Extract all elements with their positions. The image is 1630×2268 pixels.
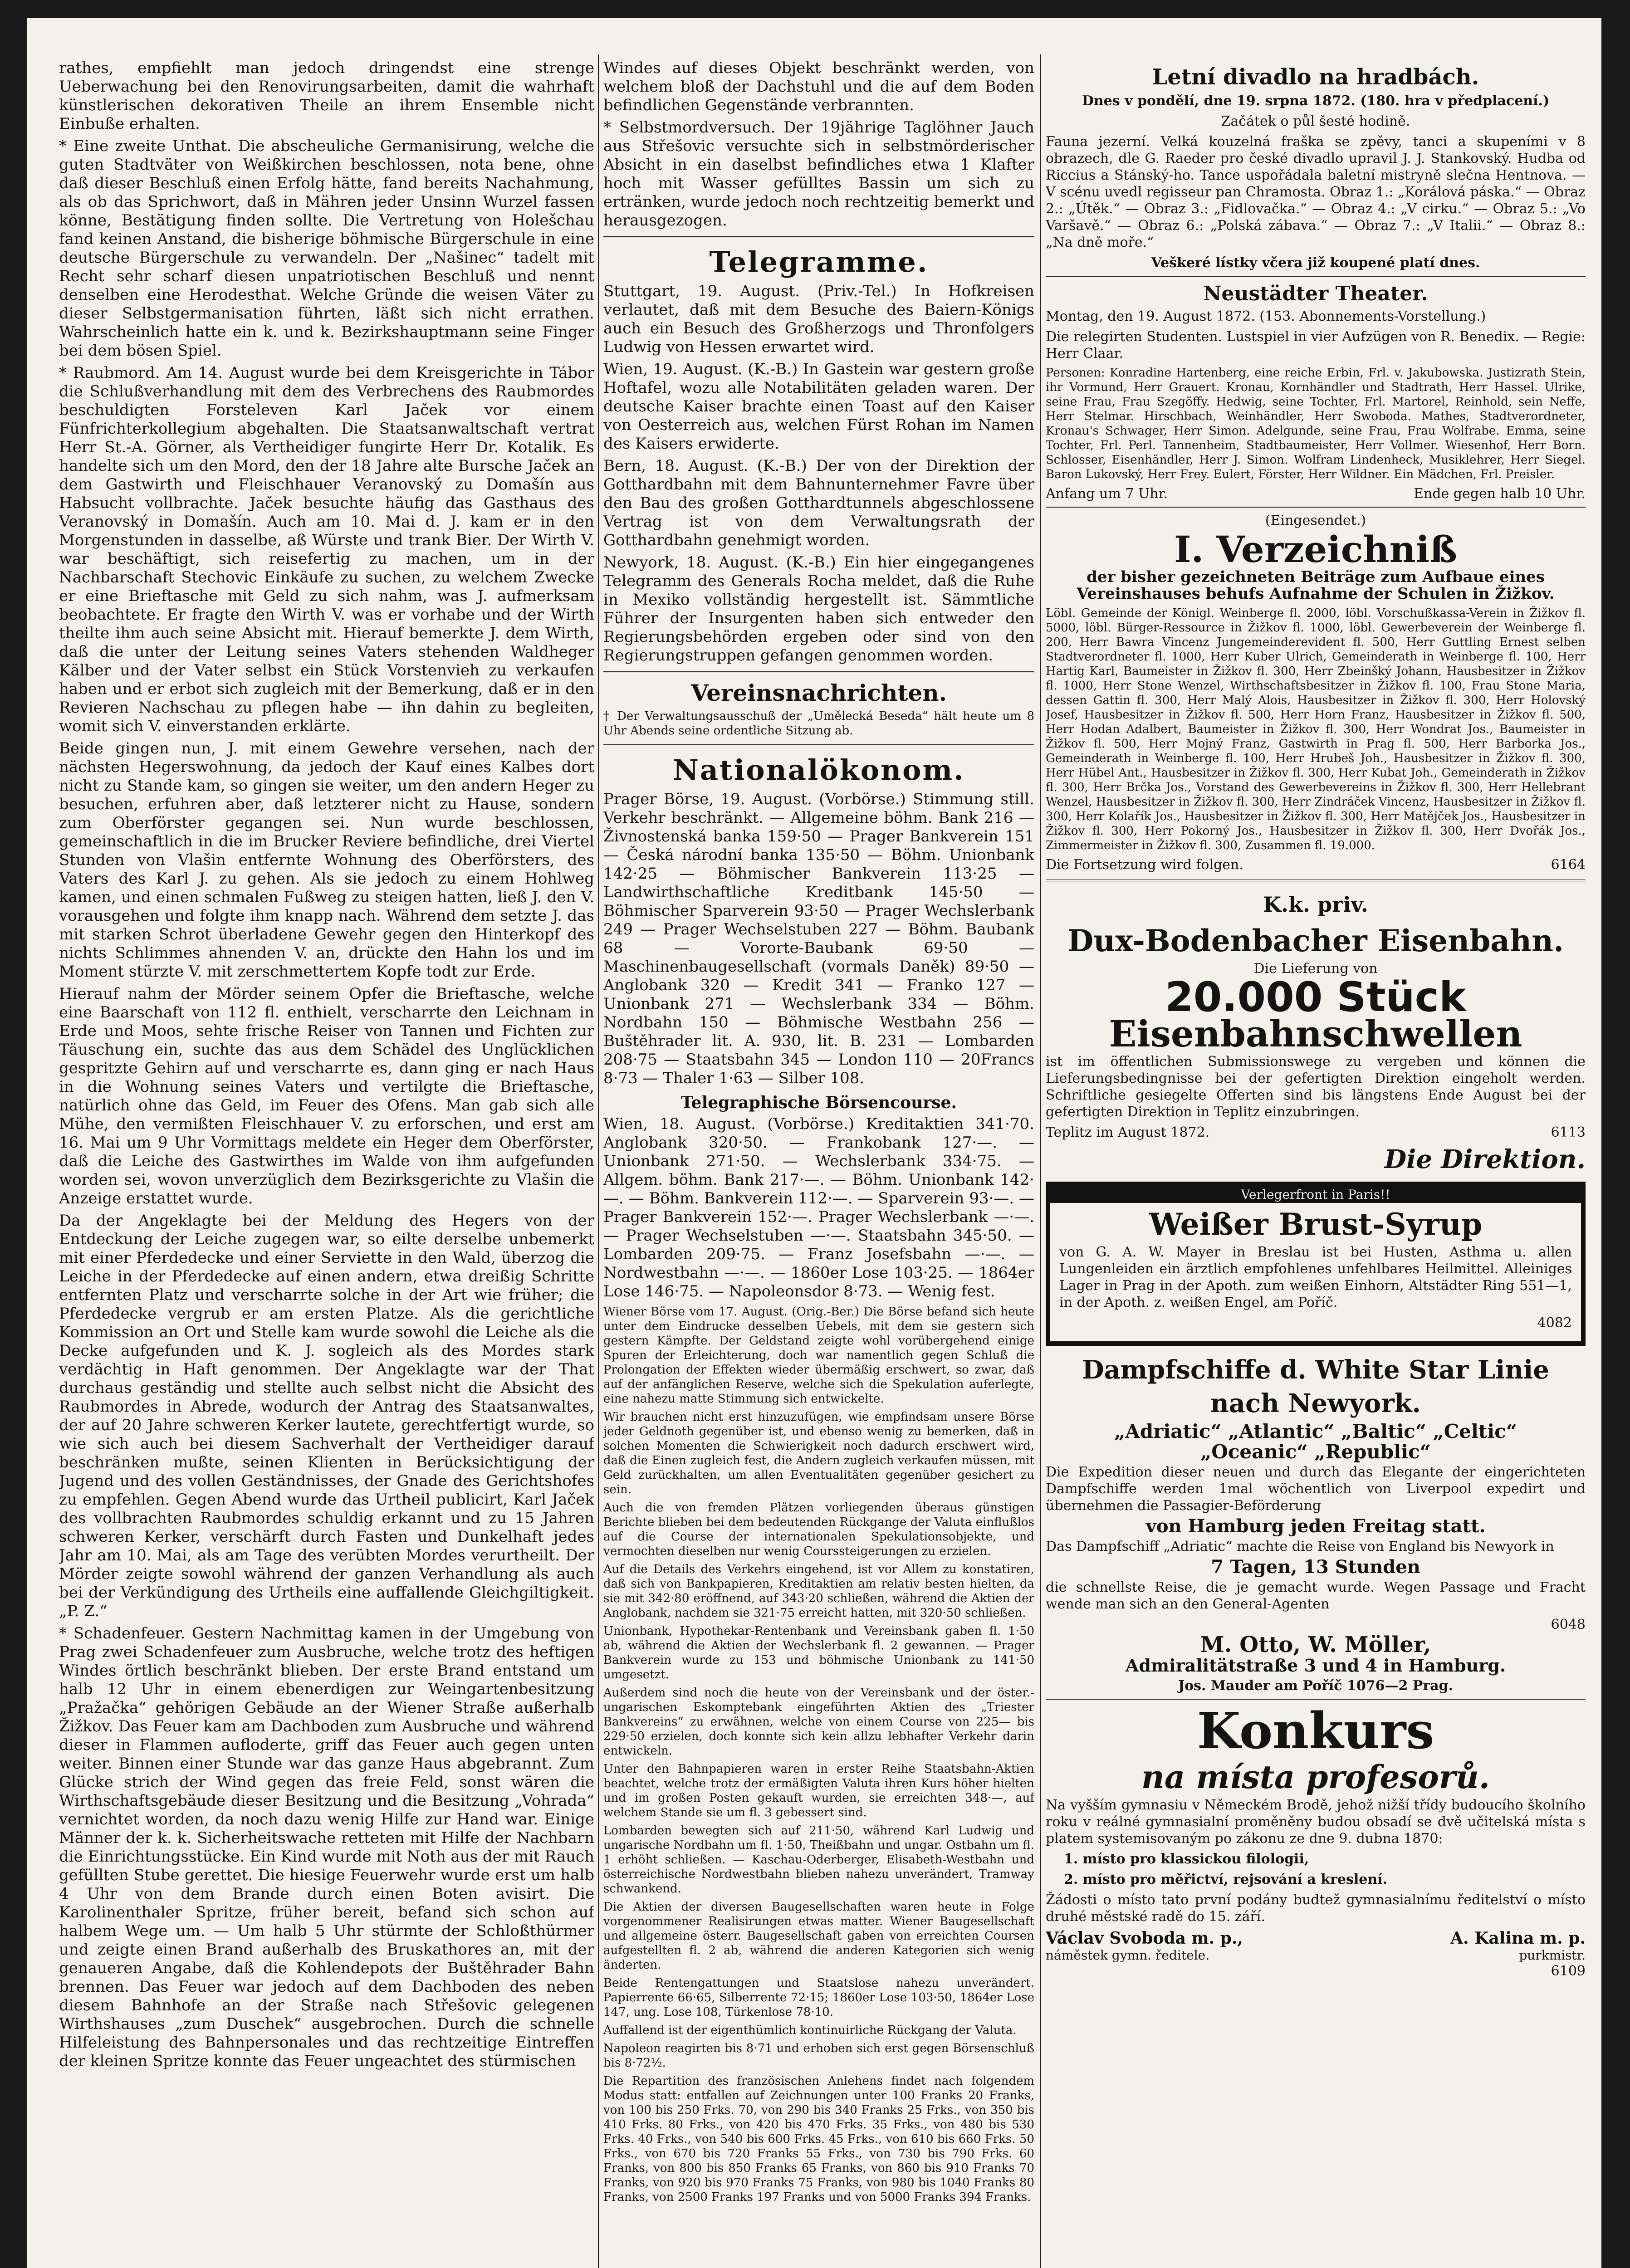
article-paragraph: * Schadenfeuer. Gestern Nachmittag kamen in der Umgebung von Prag zwei Schadenfeuer zum Ausbruche, welche trotz des heftigen Windes örtlich beschränkt blieben. Der erste Brand entstand um halb 12 Uhr in einem ebenerdigen zur Weingartenbesitzung „Pražačka“ gehörigen Gebäude an der Wiener Straße außerhalb Žižkov. Das Feuer kam am Dachboden zum Ausbruche und während dieser in Flammen aufloderte, griff das Feuer auch gegen unten weiter. Binnen einer Stunde war das ganze Haus abgebrannt. Zum Glücke strich der Wind gegen das freie Feld, sonst wären die Wirthschaftsgebäude dieser Besitzung und die Besitzung „Vohrada“ vernichtet worden, da noch dazu wenig Hilfe zur Hand war. Einige Männer der k. k. Sicherheitswache retteten mit Hilfe der Nachbarn die Einrichtungsstücke. Ein Kind wurde mit Noth aus der mit Rauch gefüllten Stube gerettet. Die hiesige Feuerwehr wurde erst um halb 4 Uhr von dem Brande durch einen Boten avisirt. Die Karolinenthaler Spritze, früher bereit, befand sich schon auf halbem Wege um. — Um halb 5 Uhr stürmte der Schloßthürmer und zeigte einen Brand außerhalb des Bruskathores an, mit der genaueren Angabe, daß die Kohlendepots der Buštěhrader Bahn brennen. Das Feuer war jedoch auf dem Dachboden des neben diesem Bahnhofe an der Straße nach Střešovic gelegenen Wirthshauses „zum Duschek“ ausgebrochen. Durch die schnelle Hilfeleistung des Bahnpersonales und das rechtzeitige Eintreffen der kleinen Spritze konnte das Feuer ungeachtet des stürmischen	[59, 1624, 594, 2070]
submitted-label: (Eingesendet.)	[1265, 513, 1366, 528]
signature-2: A. Kalina m. p.	[1450, 1929, 1586, 1948]
divider	[1046, 880, 1586, 881]
shipping-ad-body: die schnellste Reise, die je gemacht wurde. Wegen Passage und Fracht wende man sich an den General-Agenten	[1046, 1579, 1586, 1612]
railway-ad-item: Eisenbahnschwellen	[1109, 1012, 1522, 1055]
column-telegrams-economy	[603, 59, 1034, 2268]
theater-time: Začátek o půl šesté hodině.	[1221, 113, 1410, 129]
syrup-ad-header: Verlegerfront in Paris!!	[1050, 1186, 1581, 1203]
donor-list: Löbl. Gemeinde der Königl. Weinberge fl. 2000, löbl. Vorschußkassa-Verein in Žižkov fl. 5000, löbl. Bürger-Ressource in Žižkov fl. 1000, löbl. Gewerbeverein der Weinberge fl. 200, Herr Bawra Vincenz Jungemeinderevident fl. 500, Herr Guttling Ernest selben Stadtverordneter fl. 1000, Herr Kuber Ulrich, Gemeinderath in Weinberge fl. 100, Herr Hartig Karl, Baumeister in Žižkov fl. 300, Herr Zbeinšký Johann, Hausbesitzer in Žižkov fl. 1000, Herr Stone Wenzel, Wirthschaftsbesitzer in Žižkov fl. 100, Frau Stone Maria, dessen Gattin fl. 300, Herr Malý Alois, Hausbesitzer in Žižkov fl. 300, Herr Holovský Josef, Hausbesitzer in Žižkov fl. 500, Herr Horn Franz, Hausbesitzer in Žižkov fl. 500, Herr Hodan Adalbert, Baumeister in Žižkov fl. 300, Herr Wondrat Jos., Baumeister in Žižkov fl. 500, Herr Mojný Franz, Gastwirth in Prag fl. 500, Herr Barborka Jos., Gemeinderath in Weinberge fl. 100, Herr Hrubeš Joh., Hausbesitzer in Žižkov fl. 300, Herr Hübel Ant., Hausbesitzer in Žižkov fl. 300, Herr Kubat Joh., Gemeinderath in Žižkov fl. 300, Herr Brčka Jos., Vorstand des Gewerbevereins in Žižkov fl. 300, Herr Hellebrant Wenzel, Hausbesitzer in Žižkov fl. 300, Herr Zindráček Vincenz, Hausbesitzer in Žižkov fl. 300, Herr Kolařík Jos., Hausbesitzer in Žižkov fl. 300, Herr Matějček Jos., Hausbesitzer in Žižkov fl. 300, Herr Pokorný Jos., Hausbesitzer in Žižkov fl. 300, Herr Dvořák Jos., Zimmermeister in Žižkov fl. 300, Zusammen fl. 19.000.	[1046, 606, 1586, 852]
syrup-ad-title: Weißer Brust-Syrup	[1149, 1207, 1483, 1242]
section-title-associations: Vereinsnachrichten.	[690, 679, 947, 706]
divider	[1046, 1699, 1586, 1700]
konkurs-item: 2. místo pro měřictví, rejsování a kreslení.	[1064, 1872, 1387, 1887]
column-rule	[598, 54, 599, 2268]
exchange-report: Auf die Details des Verkehrs eingehend, ist vor Allem zu konstatiren, daß sich von Bankpapieren, Kreditaktien am relativ besten hielten, da sie mit 342·80 eröffnend, auf 343·20 schließen, während die Aktien der Anglobank, nachdem sie 321·75 erreicht hatten, mit 320·50 schließen.	[603, 1563, 1034, 1620]
shipping-ad-title: Dampfschiffe d. White Star Linie nach Newyork.	[1082, 1355, 1549, 1418]
shipping-ad-body: Die Expedition dieser neuen und durch das Elegante der eingerichteten Dampfschiffe werden 1mal wöchentlich von Liverpool expedirt und übernehmen die Passagier-Beförderung	[1046, 1464, 1586, 1514]
syrup-ad	[1046, 1182, 1586, 1346]
konkurs-body: Žádosti o místo tato první podány budtež gymnasialnímu ředitelství o místo druhé městské radě do 15. září.	[1046, 1892, 1586, 1925]
theater-play: Die relegirten Studenten. Lustspiel in vier Aufzügen von R. Benedix. — Regie: Herr Claar.	[1046, 329, 1586, 362]
shipping-ad-days: 7 Tagen, 13 Stunden	[1211, 1556, 1420, 1578]
divider	[1046, 507, 1586, 508]
ad-code: 6164	[1551, 857, 1586, 873]
exchange-report: Auch die von fremden Plätzen vorliegenden überaus günstigen Berichte blieben bei dem bedeutenden Rückgange der Valuta einflußlos auf die Course der internationalen Spekulationsobjekte, und vermochten dieselben nur wenig Courssteigerungen zu erzielen.	[603, 1501, 1034, 1558]
exchange-report: Unter den Bahnpapieren waren in erster Reihe Staatsbahn-Aktien beachtet, welche trotz der ermäßigten Valuta ihren Kurs höher hielten und im großen Posten gekauft wurden, sie erreichten 348·—, auf welchem Stande sie um fl. 3 gebessert sind.	[603, 1762, 1034, 1819]
railway-ad-place: Teplitz im August 1872.	[1046, 1124, 1210, 1140]
column-local-news	[59, 59, 594, 2268]
theater-start: Anfang um 7 Uhr.	[1046, 486, 1168, 502]
ad-code: 6109	[1551, 1963, 1586, 1979]
syrup-ad-body: von G. A. W. Mayer in Breslau ist bei Husten, Asthma u. allen Lungenleiden ein ärztlich empfohlenes unfehlbares Heilmittel. Alleiniges Lager in Prag in der Apoth. zum weißen Einhorn, Altstädter Ring 551—1, in der Apoth. z. weißen Engel, am Poříč.	[1059, 1244, 1572, 1310]
list-subtitle: der bisher gezeichneten Beiträge zum Aufbaue eines Vereinshauses behufs Aufnahme der Schulen in Žižkov.	[1077, 568, 1555, 603]
newspaper-page	[27, 18, 1601, 2268]
shipping-ad-body: Das Dampfschiff „Adriatic“ machte die Reise von England bis Newyork in	[1046, 1539, 1554, 1554]
telegram-item: Stuttgart, 19. August. (Priv.-Tel.) In Hofkreisen verlautet, daß mit dem Besuche des Baiern-Königs auch ein Besuch des Großherzogs und Thronfolgers Ludwig von Hessen erwartet wird.	[603, 282, 1034, 356]
section-divider	[603, 236, 1034, 238]
exchange-report: Lombarden bewegten sich auf 211·50, während Karl Ludwig und ungarische Nordbahn um fl. 1·50, Theißbahn und ungar. Ostbahn um fl. 1 erhöht schließen. — Kaschau-Oderberger, Elisabeth-Westbahn und österreichische Nordwestbahn blieben nahezu unverändert, Tramway schwankend.	[603, 1824, 1034, 1896]
shipping-ad-ships: „Adriatic“ „Atlantic“ „Baltic“ „Celtic“	[1114, 1420, 1517, 1442]
article-paragraph: * Eine zweite Unthat. Die abscheuliche Germanisirung, welche die guten Stadtväter von Weißkirchen beschlossen, nota bene, ohne daß dieser Beschluß einen Erfolg hätte, fand bereits Nachahmung, als ob das Sprichwort, daß in Mähren jeder Unsinn Wurzel fassen könne, Bestätigung finden sollte. Die Vertretung von Holešchau fand keinen Anstand, die bisherige böhmische Bürgerschule in eine deutsche Bürgerschule zu verwandeln. Der „Našinec“ tadelt mit Recht sehr scharf diesen unpatriotischen Beschluß und nennt denselben eine Herodesthat. Welche Gründe die weisen Väter zu dieser Selbstgermanisation führten, läßt sich nicht errathen. Wahrscheinlich hatte ein k. und k. Bezirkshauptmann seine Finger bei dem bösen Spiel.	[59, 137, 594, 360]
exchange-report: Wien, 18. August. (Vorbörse.) Kreditaktien 341·70. Anglobank 320·50. — Frankobank 127·—. — Unionbank 271·50. — Wechslerbank 334·75. — Allgem. böhm. Bank 217·—. — Böhm. Unionbank 142·—. — Böhm. Bankverein 112·—. — Sparverein 93·—. — Prager Bankverein 152·—. Prager Wechslerbank —·—. — Prager Wechselstuben —·—. Staatsbahn 345·50. — Lombarden 209·75. — Franz Josefsbahn —·—. — Nordwestbahn —·—. — 1860er Lose 103·25. — 1864er Lose 146·75. — Napoleonsdor 8·73. — Wenig fest.	[603, 1115, 1034, 1300]
list-title: I. Verzeichniß	[1174, 528, 1457, 571]
exchange-report: Die Aktien der diversen Baugesellschaften waren heute in Folge vorgenommener Realisirungen etwas matter. Wiener Baugesellschaft und allgemeine österr. Baugesellschaft gaben von erreichten Coursen aufgestellten fl. 2 ab, während die anderen Kategorien sich wenig änderten.	[603, 1900, 1034, 1972]
article-paragraph: rathes, empfiehlt man jedoch dringendst eine strenge Ueberwachung bei den Renovirungsarbeiten, damit die wahrhaft künstlerischen dekorativen Theile an ihrem Ensemble nicht Einbuße erhalten.	[59, 59, 594, 133]
continuation-note: Die Fortsetzung wird folgen.	[1046, 857, 1243, 873]
exchange-report: Prager Börse, 19. August. (Vorbörse.) Stimmung still. Verkehr beschränkt. — Allgemeine böhm. Bank 216 — Živnostenská banka 159·50 — Prager Bankverein 151 — Česká národní banka 135·50 — Böhm. Unionbank 142·25 — Böhmischer Bankverein 113·25 — Landwirthschaftliche Kreditbank 145·50 — Böhmischer Sparverein 93·50 — Prager Wechslerbank 249 — Prager Wechselstuben 227 — Böhm. Baubank 68 — Vororte-Baubank 69·50 — Maschinenbaugesellschaft (vormals Daněk) 89·50 — Anglobank 320 — Kredit 341 — Franko 127 — Unionbank 271 — Wechslerbank 334 — Böhm. Nordbahn 150 — Böhmische Westbahn 256 — Buštěhrader lit. A. 930, lit. B. 231 — Lombarden 208·75 — Staatsbahn 345 — London 110 — 20Francs 8·73 — Thaler 1·63 — Silber 108.	[603, 790, 1034, 1087]
exchange-report: Die Repartition des französischen Anlehens findet nach folgendem Modus statt: entfallen auf Zeichnungen unter 100 Franks 20 Franks, von 100 bis 250 Frks. 70, von 290 bis 340 Franks 25 Frks., von 350 bis 410 Frks. 80 Frks., von 420 bis 470 Frks. 35 Frks., von 480 bis 530 Frks. 40 Frks., von 540 bis 600 Frks. 45 Frks., von 610 bis 660 Frks. 50 Frks., von 670 bis 720 Franks 55 Frks., von 730 bis 790 Frks. 60 Franks, von 800 bis 850 Franks 65 Franks, von 860 bis 910 Franks 70 Franks, von 920 bis 970 Franks 75 Franks, von 980 bis 1040 Franks 80 Franks, von 2500 Franks 197 Franks und von 5000 Franks 394 Franks.	[603, 2074, 1034, 2204]
article-paragraph: Windes auf dieses Objekt beschränkt werden, von welchem bloß der Dachstuhl und die auf dem Boden befindlichen Gegenstände verbrannten.	[603, 59, 1034, 114]
railway-ad-sub: Die Lieferung von	[1253, 961, 1378, 977]
konkurs-body: Na vyšším gymnasiu v Německém Brodě, jehož nižší třídy budoucího školního roku v reálné gymnasialní proměněny budou obsadí se dvě učitelská místa s platem systemisovaným po zákonu ze dne 9. dubna 1870:	[1046, 1797, 1586, 1847]
railway-ad-title: Dux-Bodenbacher Eisenbahn.	[1067, 923, 1564, 958]
railway-ad-quantity: 20.000 Stück	[1165, 973, 1466, 1021]
shipping-ad-address: Admiralitätstraße 3 und 4 in Hamburg.	[1125, 1655, 1506, 1676]
theater-title-neustadt: Neustädter Theater.	[1203, 282, 1428, 305]
section-divider	[603, 744, 1034, 746]
signature-2-title: purkmistr.	[1519, 1948, 1586, 1963]
ad-code: 4082	[1537, 1315, 1572, 1331]
konkurs-item: 1. místo pro klassickou filologii,	[1064, 1851, 1309, 1867]
shipping-ad-agent: M. Otto, W. Möller,	[1200, 1632, 1431, 1657]
article-paragraph: Hierauf nahm der Mörder seinem Opfer die Brieftasche, welche eine Baarschaft von 112 fl. enthielt, verscharrte den Leichnam in Erde und Moos, sehte frische Reiser von Tannen und Fichten zur Täuschung ein, suchte das aus dem Schädel des Unglücklichen gespritzte Gehirn auf und verscharrte es, dann ging er nach Haus in die Wohnung seines Vaters und vertilgte die Brieftasche, natürlich ohne das Geld, im Feuer des Ofens. Man gab sich alle Mühe, den vermißten Fleischhauer V. zu erforschen, und erst am 16. Mai um 9 Uhr Vormittags meldete ein Heger dem Oberförster, daß die Leiche des Gastwirthes im Walde von ihm aufgefunden worden sei, wovon unverzüglich dem Bezirksgerichte zu Vlašin die Anzeige erstattet wurde.	[59, 985, 594, 1207]
signature-1: Václav Svoboda m. p.,	[1046, 1929, 1243, 1948]
exchange-report: Wiener Börse vom 17. August. (Orig.-Ber.) Die Börse befand sich heute unter dem Eindrucke desselben Uebels, mit dem sie gestern sich gestern Kämpfte. Der Geldstand zeigte wohl vorübergehend einige Spuren der Erleichterung, doch war namentlich gegen Schluß die Prolongation der Effekten wieder übermäßig erschwert, so zwar, daß auf der anfänglichen Reserve, welche sich die Spekulation auferlegte, eine nahezu matte Stimmung sich entwickelte.	[603, 1305, 1034, 1406]
ad-code: 6113	[1551, 1124, 1586, 1140]
exchange-report: Beide Rentengattungen und Staatslose nahezu unverändert. Papierrente 66·65, Silberrente 72·15; 1860er Lose 103·50, 1864er Lose 147, ung. Lose 108, Türkenlose 78·10.	[603, 1976, 1034, 2019]
shipping-ad-hamburg: von Hamburg jeden Freitag statt.	[1145, 1515, 1486, 1537]
theater-date: Montag, den 19. August 1872. (153. Abonnements-Vorstellung.)	[1046, 308, 1486, 324]
exchange-report: Außerdem sind noch die heute von der Vereinsbank und der öster.-ungarischen Eskomptebank eingeführten Aktien des „Triester Bankvereins“ zu erwähnen, welche von einem Course von 225— bis 229·50 erzielen, doch konnte sich kein allzu lebhafter Verkehr darin entwickeln.	[603, 1686, 1034, 1758]
konkurs-title: Konkurs	[1197, 1701, 1434, 1760]
exchange-subtitle: Telegraphische Börsencourse.	[681, 1093, 957, 1112]
telegram-item: Newyork, 18. August. (K.-B.) Ein hier eingegangenes Telegramm des Generals Rocha meldet, daß die Ruhe in Mexiko vollständig hergestellt ist. Sämmtliche Führer der Insurgenten haben sich entweder den Regierungsbehörden ergeben oder sind von den Regierungstruppen gefangen genommen worden.	[603, 553, 1034, 665]
railway-ad-head: K.k. priv.	[1263, 892, 1368, 917]
shipping-ad-prague: Jos. Mauder am Poříč 1076—2 Prag.	[1178, 1678, 1454, 1694]
telegram-item: Bern, 18. August. (K.-B.) Der von der Direktion der Gotthardbahn mit dem Bahnunternehmer Favre über den Bau des großen Gotthardtunnels abgeschlossene Vertrag ist von dem Verwaltungsrath der Gotthardbahn genehmigt worden.	[603, 457, 1034, 549]
signature-1-title: náměstek gymn. ředitele.	[1046, 1948, 1210, 1963]
article-paragraph: Beide gingen nun, J. mit einem Gewehre versehen, nach der nächsten Hegerswohnung, da jedoch der Kauf eines Kalbes dort nicht zu Stande kam, so gingen sie weiter, um den andern Heger zu besuchen, erfuhren aber, daß letzterer nicht zu Hause, sondern zum Oberförster gegangen sei. Nun wurde beschlossen, gemeinschaftlich in die im Brucker Reviere befindliche, drei Viertel Stunden von Vlašin entfernte Wohnung des Oberförsters, des Vaters des Karl J. zu gehen. Als sie jedoch zu einem Hohlweg kamen, und einen schmalen Fußweg zu steigen hatten, ließ J. den V. vorausgehen und folgte ihm knapp nach. Während dem setzte J. das mit starken Schrot überladene Gewehr gegen den Hinterkopf des nichts Schlimmes ahnenden V. an, drückte den Hahn los und im Moment stürzte V. mit zerschmettertem Kopfe todt zur Erde.	[59, 739, 594, 981]
article-paragraph: Da der Angeklagte bei der Meldung des Hegers von der Entdeckung der Leiche zugegen war, so eilte derselbe unbemerkt mit einer Pferdedecke und einer Serviette in den Wald, überzog die Leiche in der Pferdedecke auf einen andern, etwa dreißig Schritte entfernten Platz und verscharrte solche in der Art wie früher; die Pferdedecke vergrub er am ersten Platze. Als die gerichtliche Kommission an Ort und Stelle kam wurde sowohl die Leiche als die Decke aufgefunden und K. J. sogleich als des Mordes stark verdächtig in Haft genommen. Der Angeklagte war der That durchaus geständig und stellte auch selbst nicht die Absicht des Raubmordes in Abrede, wodurch der Antrag des Staatsanwaltes, der auf 20 Jahre schweren Kerker lautete, gerechtfertigt wurde, so wie sich auch bei diesem Sachverhalt der Vertheidiger darauf beschränken mußte, seinen Klienten in Berücksichtigung der Jugend und des vollen Geständnisses, der Gnade des Gerichtshofes zu empfehlen. Gegen Abend wurde das Urtheil publicirt, Karl Jaček des vollbrachten Raubmordes schuldig erkannt und zu 15 Jahren schweren Kerker, verschärft durch Fasten und Dunkelhaft jedes Jahr am 10. Mai, als am Tage des verübten Mordes verurtheilt. Der Mörder zeigte sowohl während der ganzen Verhandlung als auch bei der Verkündigung des Urtheils eine auffallende Gleichgiltigkeit. „P. Z.“	[59, 1212, 594, 1620]
konkurs-signatures	[1046, 1929, 1586, 1948]
section-divider	[603, 671, 1034, 673]
column-rule	[1040, 54, 1041, 2268]
theater-program: Fauna jezerní. Velká kouzelná fraška se zpěvy, tanci a skupeními v 8 obrazech, dle G. Raeder pro české divadlo upravil J. J. Stankovský. Hudba od Riccius a Stánský-ho. Tance uspořádala baletní mistryně slečna Hentnova. — V scénu uvedl regisseur pan Chramosta. Obraz 1.: „Korálová páska.“ — Obraz 2.: „Útěk.“ — Obraz 3.: „Fidlovačka.“ — Obraz 4.: „V cirku.“ — Obraz 5.: „Vo Varšavě.“ — Obraz 6.: „Polská zábava.“ — Obraz 7.: „V Italii.“ — Obraz 8.: „Na dně moře.“	[1046, 134, 1586, 250]
theater-cast: Personen: Konradine Hartenberg, eine reiche Erbin, Frl. v. Jakubowska. Justizrath Stein, ihr Vormund, Herr Grauert. Kronau, Kornhändler und Stadtrath, Herr Hassel. Ulrike, seine Frau, Frau Szegöffy. Hedwig, seine Tochter, Frl. Martorel, Reinhold, sein Neffe, Herr Stelmar. Hirschbach, Weinhändler, Herr Swoboda. Mathes, Stadtverordneter, Kronau's Schwager, Herr Simon. Adelgunde, seine Frau, Frau Wolfrabe. Emma, seine Tochter, Frl. Perl. Tannenheim, Stadtbaumeister, Herr Vollmer. Wiesenhof, Herr Born. Schlosser, Eisenhändler, Herr J. Simon. Wolfram Lindenheck, Musiklehrer, Herr Siegel. Baron Lukovský, Herr Frey. Eulert, Förster, Herr Wildner. Ein Mädchen, Frl. Preisler.	[1046, 366, 1586, 481]
theater-title-summer: Letní divadlo na hradbách.	[1152, 64, 1479, 90]
theater-note: Veškeré lístky včera již koupené platí dnes.	[1151, 255, 1480, 271]
column-announcements	[1046, 59, 1586, 2268]
railway-ad-footer	[1046, 1124, 1586, 1141]
theater-date: Dnes v pondělí, dne 19. srpna 1872. (180. hra v předplacení.)	[1082, 93, 1550, 109]
konkurs-signature-titles	[1046, 1948, 1586, 1963]
railway-ad-signature: Die Direktion.	[1384, 1144, 1586, 1174]
konkurs-subtitle: na místa profesorů.	[1141, 1758, 1490, 1796]
shipping-ad-ships: „Oceanic“ „Republic“	[1200, 1441, 1431, 1463]
article-paragraph: * Raubmord. Am 14. August wurde bei dem Kreisgerichte in Tábor die Schlußverhandlung mit dem des Verbrechens des Raubmordes beschuldigten Forsteleven Karl Jaček vor einem Fünfrichterkollegium abgehalten. Die Staatsanwaltschaft vertrat Herr St.-A. Görner, als Vertheidiger fungirte Herr Dr. Kotalik. Es handelte sich um den Mord, den der 18 Jahre alte Bursche Jaček an dem Gastwirth und Fleischhauer Veranovský zu Domašín aus Habsucht vollbrachte. Jaček besuchte häufig das Gasthaus des Veranovský in Domašín. Auch am 10. Mai d. J. kam er in den Morgenstunden in dasselbe, aß Würste und trank Bier. Der Wirth V. war beschäftigt, sich reisefertig zu machen, um in der Nachbarschaft Stechovic Einkäufe zu suchen, zu welchem Zwecke er eine Brieftasche mit Geld zu sich nahm, was J. aufmerksam beobachtete. Er fragte den Wirth V. was er vorhabe und der Wirth theilte ihm auch seine Absicht mit. Hierauf bemerkte J. dem Wirth, daß die unter der Leitung seines Vaters stehenden Waldheger Kälber und der Vater selbst ein Stück Vorstenvieh zu verkaufen haben und er erbot sich zugleich mit der Bemerkung, daß er in den Revieren Nachschau zu pflegen habe — ihn dahin zu begleiten, womit sich V. einverstanden erklärte.	[59, 364, 594, 735]
divider	[1046, 276, 1586, 277]
theater-end: Ende gegen halb 10 Uhr.	[1414, 486, 1586, 502]
article-paragraph: * Selbstmordversuch. Der 19jährige Taglöhner Jauch aus Střešovic versuchte sich in selbstmörderischer Absicht in ein daselbst befindliches etwa 1 Klafter hoch mit Wasser gefülltes Bassin um sich zu ertränken, wurde jedoch noch rechtzeitig bemerkt und herausgezogen.	[603, 118, 1034, 230]
telegram-item: Wien, 19. August. (K.-B.) In Gastein war gestern große Hoftafel, wozu alle Notabilitäten geladen waren. Der deutsche Kaiser brachte einen Toast auf den Kaiser von Oesterreich aus, welchen Fürst Rohan im Namen des Kaisers erwiderte.	[603, 360, 1034, 453]
exchange-report: Napoleon reagirten bis 8·71 und erhoben sich erst gegen Börsenschluß bis 8·72½.	[603, 2042, 1034, 2070]
theater-times	[1046, 485, 1586, 502]
ad-code: 6048	[1551, 1617, 1586, 1633]
exchange-report: Unionbank, Hypothekar-Rentenbank und Vereinsbank gaben fl. 1·50 ab, während die Aktien der Wechslerbank fl. 2 gewannen. — Prager Bankverein wurde zu 153 und böhmische Unionbank zu 141·50 umgesetzt.	[603, 1624, 1034, 1681]
railway-ad-body: ist im öffentlichen Submissionswege zu vergeben und können die Lieferungsbedingnisse bei der gefertigten Direktion eingeholt werden. Schriftliche gesiegelte Offerten sind bis längstens Ende August bei der gefertigten Direktion in Teplitz einzubringen.	[1046, 1054, 1586, 1120]
list-footer	[1046, 856, 1586, 873]
association-note: † Der Verwaltungsausschuß der „Umělecká Beseda“ hält heute um 8 Uhr Abends seine ordentliche Sitzung ab.	[603, 709, 1034, 738]
section-title-telegrams: Telegramme.	[709, 245, 929, 279]
section-title-economy: Nationalökonom.	[673, 753, 965, 787]
exchange-report: Auffallend ist der eigenthümlich kontinuirliche Rückgang der Valuta.	[603, 2024, 1017, 2037]
exchange-report: Wir brauchen nicht erst hinzuzufügen, wie empfindsam unsere Börse jeder Geldnoth gegenüber ist, und ebenso wenig zu bemerken, daß in solchen Momenten die Schwierigkeit noch dadurch erschwert wird, daß die Einen zugleich fest, die Andern zugleich verkaufen müssen, mit Geld zurückhalten, um allen Eventualitäten gegenüber gesichert zu sein.	[603, 1410, 1034, 1496]
